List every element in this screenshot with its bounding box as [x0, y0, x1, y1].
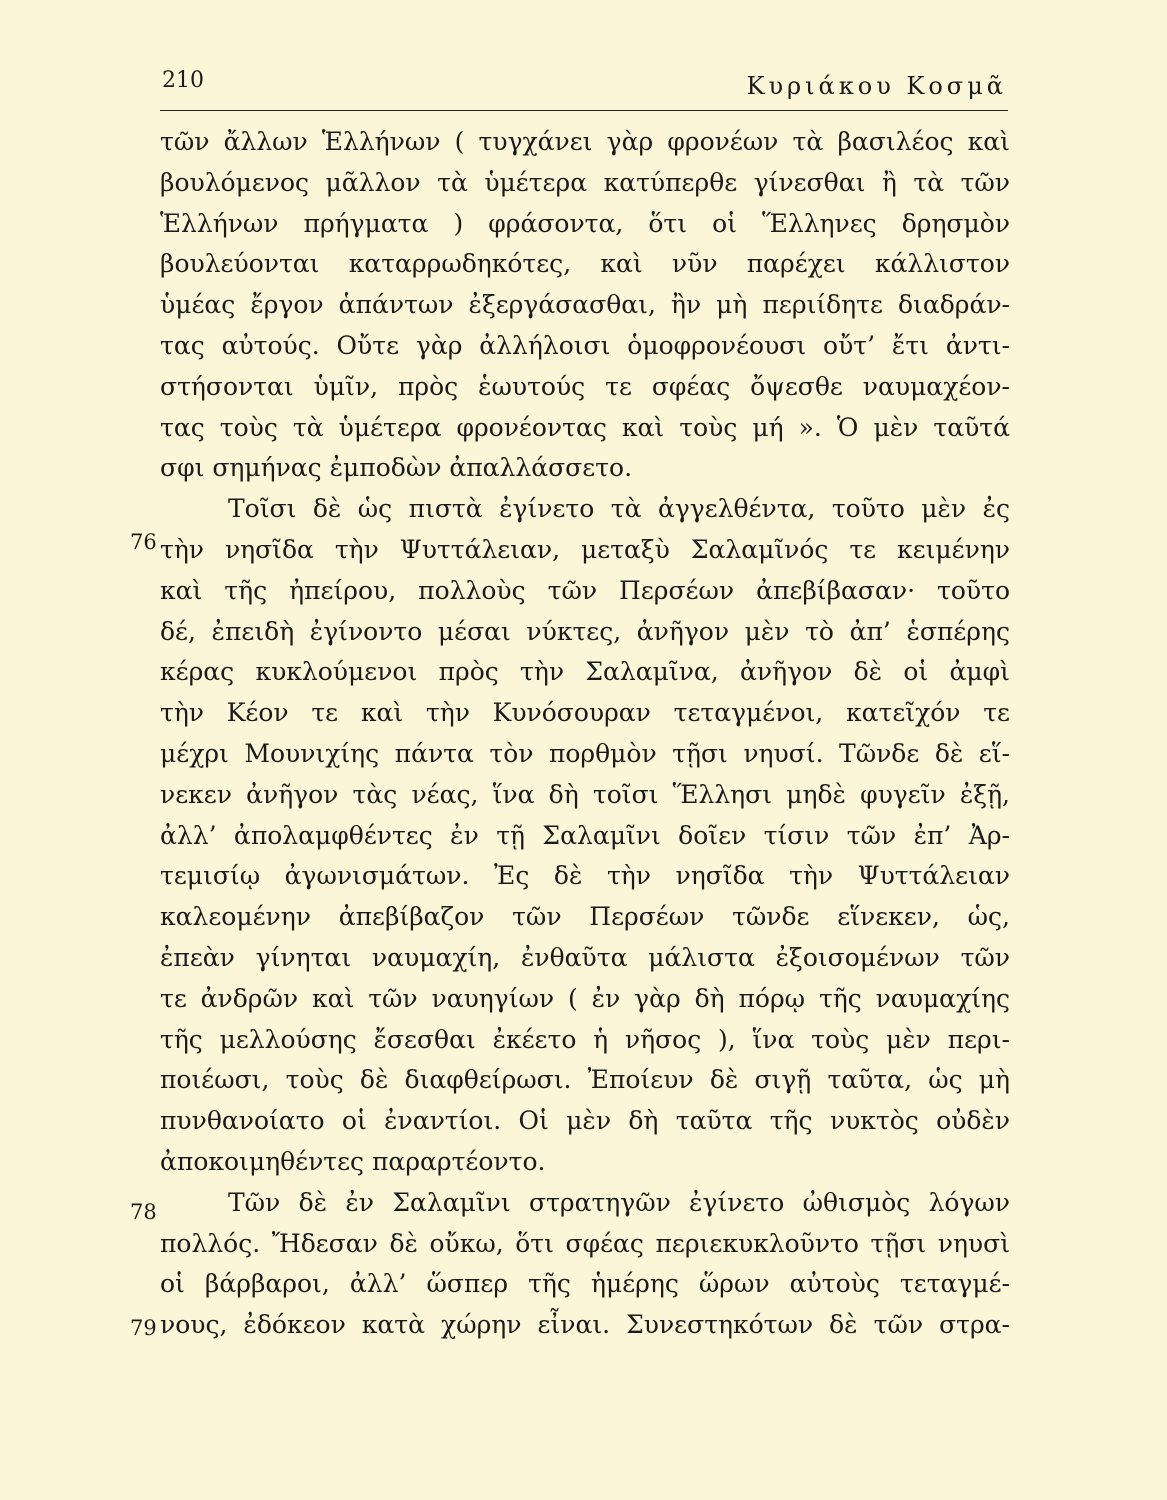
running-head: Κυριάκου Κοσμᾶ	[746, 72, 1007, 100]
text-line: Τῶν δὲ ἐν Σαλαμῖνι στρατηγῶν ἐγίνετο ὠθισμὸς λόγων	[228, 1187, 1010, 1217]
header-rule	[160, 110, 1008, 111]
text-line: ὑμέας ἔργον ἁπάντων ἐξεργάσασθαι, ἢν μὴ περιίδητε διαδράν-	[160, 290, 1010, 320]
text-line: ἐπεὰν γίνηται ναυμαχίη, ἐνθαῦτα μάλιστα ἐξοισομένων τῶν	[160, 942, 1010, 972]
text-line: σφι σημήνας ἐμποδὼν ἀπαλλάσσετο.	[160, 453, 633, 483]
text-line: ποιέωσι, τοὺς δὲ διαφθείρωσι. Ἐποίευν δὲ σιγῇ ταῦτα, ὡς μὴ	[160, 1065, 1010, 1095]
text-line: τῶν ἄλλων Ἑλλήνων ( τυγχάνει γὰρ φρονέων τὰ βασιλέος καὶ	[160, 127, 1010, 156]
page-number: 210	[162, 68, 204, 93]
text-line: βουλόμενος μᾶλλον τὰ ὑμέτερα κατύπερθε γίνεσθαι ἢ τὰ τῶν	[160, 167, 1010, 197]
text-line: Τοῖσι δὲ ὡς πιστὰ ἐγίνετο τὰ ἀγγελθέντα, τοῦτο μὲν ἐς	[228, 494, 1010, 524]
text-line: καὶ τῆς ἠπείρου, πολλοὺς τῶν Περσέων ἀπεβίβασαν· τοῦτο	[160, 575, 1010, 605]
text-line: πυνθανοίατο οἱ ἐναντίοι. Οἱ μὲν δὴ ταῦτα τῆς νυκτὸς οὐδὲν	[160, 1106, 1010, 1136]
text-line: τεμισίῳ ἀγωνισμάτων. Ἐς δὲ τὴν νησῖδα τὴν Ψυττάλειαν	[160, 861, 1010, 891]
text-line: πολλός. Ἤδεσαν δὲ οὔκω, ὅτι σφέας περιεκυκλοῦντο τῇσι νηυσὶ	[160, 1228, 1010, 1258]
text-line: τῆς μελλούσης ἔσεσθαι ἐκέετο ἡ νῆσος ), ἵνα τοὺς μὲν περι-	[160, 1024, 1010, 1054]
text-line: τὴν νησῖδα τὴν Ψυττάλειαν, μεταξὺ Σαλαμῖνός τε κειμένην	[160, 534, 1010, 564]
text-line: μέχρι Μουνιχίης πάντα τὸν πορθμὸν τῇσι νηυσί. Τῶνδε δὲ εἵ-	[160, 738, 1010, 768]
text-line: δέ, ἐπειδὴ ἐγίνοντο μέσαι νύκτες, ἀνῆγον μὲν τὸ ἀπ’ ἑσπέρης	[160, 616, 1010, 646]
text-line: τὴν Κέον τε καὶ τὴν Κυνόσουραν τεταγμένοι, κατεῖχόν τε	[160, 698, 1010, 728]
text-line: νεκεν ἀνῆγον τὰς νέας, ἵνα δὴ τοῖσι Ἕλλησι μηδὲ φυγεῖν ἐξῇ,	[160, 779, 1010, 809]
text-line: κέρας κυκλούμενοι πρὸς τὴν Σαλαμῖνα, ἀνῆγον δὲ οἱ ἀμφὶ	[160, 657, 1010, 687]
section-number-78: 78	[130, 1200, 157, 1224]
body-text	[160, 122, 1010, 1346]
text-line: τας αὐτούς. Οὔτε γὰρ ἀλλήλοισι ὁμοφρονέουσι οὔτ’ ἔτι ἀντι-	[160, 330, 1010, 360]
text-line: τε ἀνδρῶν καὶ τῶν ναυηγίων ( ἐν γὰρ δὴ πόρῳ τῆς ναυμαχίης	[160, 983, 1010, 1013]
text-line: ἀποκοιμηθέντες παραρτέοντο.	[160, 1146, 546, 1176]
text-line: ἀλλ’ ἀπολαμφθέντες ἐν τῇ Σαλαμῖνι δοῖεν τίσιν τῶν ἐπ’ Ἀρ-	[160, 820, 1010, 850]
section-number-79: 79	[130, 1316, 157, 1340]
text-line: στήσονται ὑμῖν, πρὸς ἑωυτούς τε σφέας ὄψεσθε ναυμαχέον-	[160, 371, 1010, 401]
text-line: καλεομένην ἀπεβίβαζον τῶν Περσέων τῶνδε εἵνεκεν, ὡς,	[160, 902, 1010, 932]
text-line: Ἑλλήνων πρήγματα ) φράσοντα, ὅτι οἱ Ἕλληνες δρησμὸν	[160, 208, 1010, 238]
text-line: βουλεύονται καταρρωδηκότες, καὶ νῦν παρέχει κάλλιστον	[160, 249, 1010, 279]
text-line: οἱ βάρβαροι, ἀλλ’ ὥσπερ τῆς ἡμέρης ὥρων αὐτοὺς τεταγμέ-	[160, 1269, 1010, 1299]
section-number-76: 76	[130, 530, 157, 554]
text-line: νους, ἐδόκεον κατὰ χώρην εἶναι. Συνεστηκότων δὲ τῶν στρα-	[160, 1310, 1010, 1340]
text-line: τας τοὺς τὰ ὑμέτερα φρονέοντας καὶ τοὺς μή ». Ὁ μὲν ταῦτά	[160, 412, 1010, 442]
